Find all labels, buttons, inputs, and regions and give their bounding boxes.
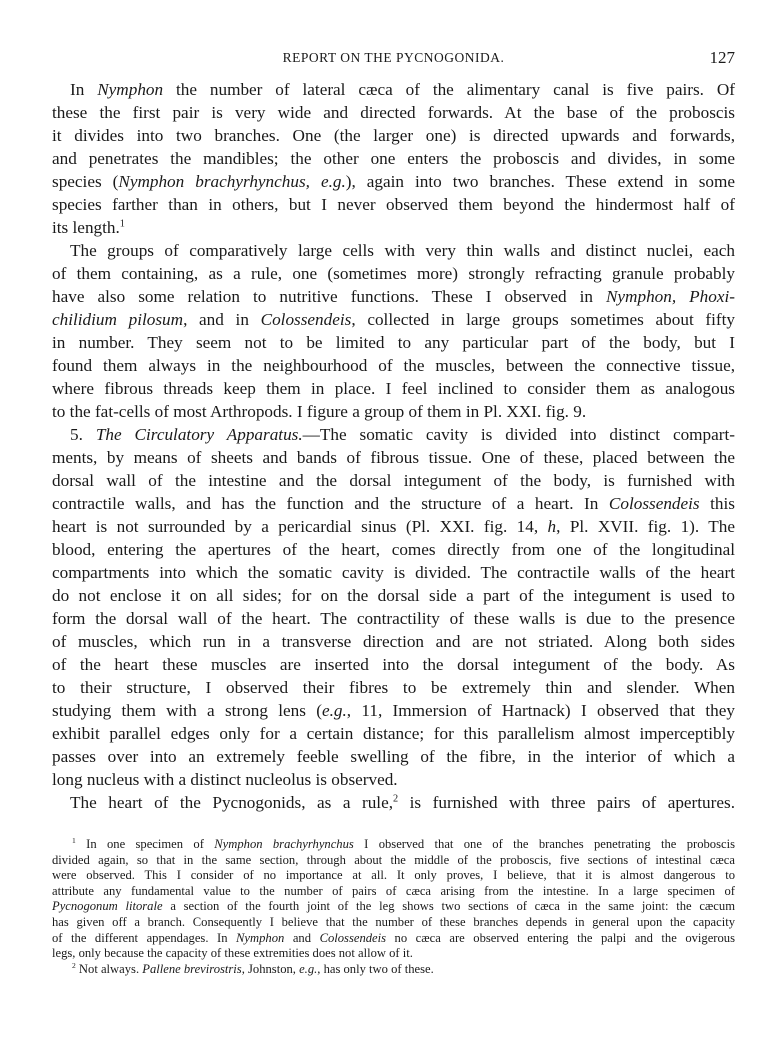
text-run: , has only two of these.: [317, 961, 434, 976]
text-run: its length.: [52, 218, 120, 237]
text-line: [52, 423, 735, 446]
text-run: The heart of the Pycnogonids, as a rule,: [70, 793, 393, 812]
body-text: [52, 78, 735, 814]
text-run: to the fat-cells of most Arthropods. I figure a group of them in Pl. XXI. fig. 9.: [52, 402, 587, 421]
text-run: , Pl. XVII. fig. 1). The: [556, 517, 735, 536]
text-line: [52, 561, 735, 584]
italic-run: Nymphon brachyrhynchus: [214, 837, 354, 851]
text-run: 5.: [70, 425, 96, 444]
italic-run: h: [547, 517, 557, 536]
text-run: this: [699, 494, 735, 513]
text-line: [52, 676, 735, 699]
text-line: [52, 722, 735, 745]
footnote-marker: 1: [72, 835, 76, 845]
text-line: [52, 331, 735, 354]
text-line: [52, 791, 735, 814]
text-run: heart is not surrounded by a pericardial sinus (Pl. XXI. fig. 14,: [52, 517, 548, 536]
text-run: species farther than in others, but I never observed them beyond the hindermost half of: [52, 195, 735, 214]
text-run: attribute any fundamental value to the number of pairs of cæca arising from the intestine. In a large specimen of: [52, 883, 735, 898]
text-line: [52, 492, 735, 515]
text-line: [52, 308, 735, 331]
text-run: these the first pair is very wide and directed forwards. At the base of the proboscis: [52, 103, 735, 122]
footnote-marker: 2: [393, 793, 399, 805]
text-run: The groups of comparatively large cells with very thin walls and distinct nuclei, each: [70, 241, 735, 260]
text-run: have also some relation to nutritive functions. These I observed in: [52, 287, 606, 306]
text-line: [52, 147, 735, 170]
text-run: studying them with a strong lens (: [52, 701, 322, 720]
text-run: legs, only because the capacity of these extremities does not allow of it.: [52, 946, 413, 961]
text-run: do not enclose it on all sides; for on the dorsal side a part of the integument is used to: [52, 586, 735, 605]
text-run: , collected in large groups sometimes about fifty: [351, 310, 735, 329]
text-line: [52, 377, 735, 400]
text-run: contractile walls, and has the function and the structure of a heart. In: [52, 494, 609, 513]
italic-run: Nymphon, Phoxi-: [605, 287, 735, 306]
text-run: ), again into two branches. These extend in some: [345, 172, 736, 191]
footnote-line: [52, 837, 735, 853]
text-line: [52, 78, 735, 101]
text-run: and: [284, 930, 320, 945]
text-line: [52, 193, 735, 216]
text-run: ments, by means of sheets and bands of fibrous tissue. One of these, placed between the: [52, 448, 735, 467]
italic-run: Colossendeis: [608, 494, 700, 513]
footnote-line: [52, 899, 735, 915]
text-run: of the different appendages. In: [52, 930, 237, 945]
text-run: form the dorsal wall of the heart. The contractility of these walls is due to the presence: [52, 609, 735, 628]
text-run: no cæca are observed entering the palpi and the ovigerous: [386, 930, 735, 945]
text-run: of them containing, as a rule, one (sometimes more) strongly refracting granule probably: [52, 264, 735, 283]
text-run: and penetrates the mandibles; the other one enters the proboscis and divides, in some: [52, 149, 735, 168]
text-run: the number of lateral cæca of the alimentary canal is five pairs. Of: [163, 80, 735, 99]
footnote-line: [52, 868, 735, 884]
footnote-line: [52, 931, 735, 947]
text-line: [52, 239, 735, 262]
text-run: exhibit parallel edges only for a certain distance; for this parallelism almost imperceptibly: [52, 724, 735, 743]
italic-run: e.g.: [321, 701, 347, 720]
text-line: [52, 400, 735, 423]
footnote-marker: 2: [72, 960, 76, 970]
italic-run: The Circulatory Apparatus.: [95, 425, 303, 444]
text-run: dorsal wall of the intestine and the dorsal integument of the body, is furnished with: [52, 471, 735, 490]
footnote-line: [52, 962, 735, 978]
text-line: [52, 653, 735, 676]
page-number: 127: [709, 48, 735, 67]
footnote-line: [52, 946, 735, 962]
text-run: found them always in the neighbourhood of the muscles, between the connective tissue,: [52, 356, 735, 375]
italic-run: Colossendeis: [260, 310, 352, 329]
text-run: of the heart these muscles are inserted into the dorsal integument of the body. As: [52, 655, 735, 674]
text-run: I observed that one of the branches penetrating the proboscis: [353, 837, 735, 851]
italic-run: Colossendeis: [319, 930, 387, 945]
italic-run: Pycnogonum litorale: [52, 899, 163, 914]
running-header: [52, 48, 735, 68]
text-run: to their structure, I observed their fibres to be extremely thin and slender. When: [52, 678, 735, 697]
text-run: Not always.: [75, 961, 143, 976]
footnote-marker: 1: [119, 218, 125, 230]
text-line: [52, 285, 735, 308]
text-run: passes over into an extremely feeble swelling of the fibre, in the interior of which a: [52, 747, 735, 766]
footnote-line: [52, 884, 735, 900]
text-run: In one specimen of: [75, 837, 215, 851]
text-run: has given off a branch. Consequently I believe that the number of these branches depends in general upon the capacity: [52, 914, 735, 929]
text-line: [52, 216, 735, 239]
text-run: —The somatic cavity is divided into distinct compart-: [302, 425, 735, 444]
italic-run: e.g.: [299, 961, 318, 976]
text-line: [52, 630, 735, 653]
text-run: , Johnston,: [241, 961, 300, 976]
footnotes: [52, 837, 735, 977]
text-run: blood, entering the apertures of the heart, comes directly from one of the longitudinal: [52, 540, 735, 559]
text-run: of muscles, which run in a transverse direction and are not striated. Along both sides: [52, 632, 735, 651]
text-run: a section of the fourth joint of the leg shows two sections of cæca in the same joint: the cæcum: [162, 899, 735, 914]
text-line: [52, 262, 735, 285]
text-run: it divides into two branches. One (the larger one) is directed upwards and forwards,: [52, 126, 735, 145]
text-line: [52, 124, 735, 147]
text-line: [52, 446, 735, 469]
text-line: [52, 538, 735, 561]
footnote-line: [52, 853, 735, 869]
text-run: In: [70, 80, 98, 99]
italic-run: chilidium pilosum: [52, 310, 184, 329]
running-title: REPORT ON THE PYCNOGONIDA.: [282, 50, 505, 65]
text-run: compartments into which the somatic cavity is divided. The contractile walls of the heart: [52, 563, 735, 582]
text-run: were observed. This I consider of no importance at all. It only proves, I believe, that it is almost dangerous to: [52, 868, 735, 883]
text-line: [52, 584, 735, 607]
text-run: , and in: [183, 310, 261, 329]
italic-run: Pallene brevirostris: [142, 961, 242, 976]
italic-run: Nymphon brachyrhynchus, e.g.: [118, 172, 346, 191]
text-line: [52, 768, 735, 791]
text-line: [52, 745, 735, 768]
text-run: in number. They seem not to be limited to any particular part of the body, but I: [52, 333, 735, 352]
text-line: [52, 354, 735, 377]
text-line: [52, 170, 735, 193]
text-line: [52, 699, 735, 722]
text-line: [52, 607, 735, 630]
footnote-line: [52, 915, 735, 931]
text-line: [52, 515, 735, 538]
text-run: species (: [52, 172, 119, 191]
text-run: where fibrous threads keep them in place. I feel inclined to consider them as analogous: [52, 379, 735, 398]
italic-run: Nymphon: [97, 80, 164, 99]
italic-run: Nymphon: [236, 930, 285, 945]
text-line: [52, 469, 735, 492]
text-run: divided again, so that in the same section, through about the middle of the proboscis, five sections of intestinal cæca: [52, 852, 735, 867]
text-run: long nucleus with a distinct nucleolus is observed.: [52, 770, 398, 789]
text-run: is furnished with three pairs of apertures.: [398, 793, 735, 812]
text-run: , 11, Immersion of Hartnack) I observed that they: [346, 701, 735, 720]
text-line: [52, 101, 735, 124]
